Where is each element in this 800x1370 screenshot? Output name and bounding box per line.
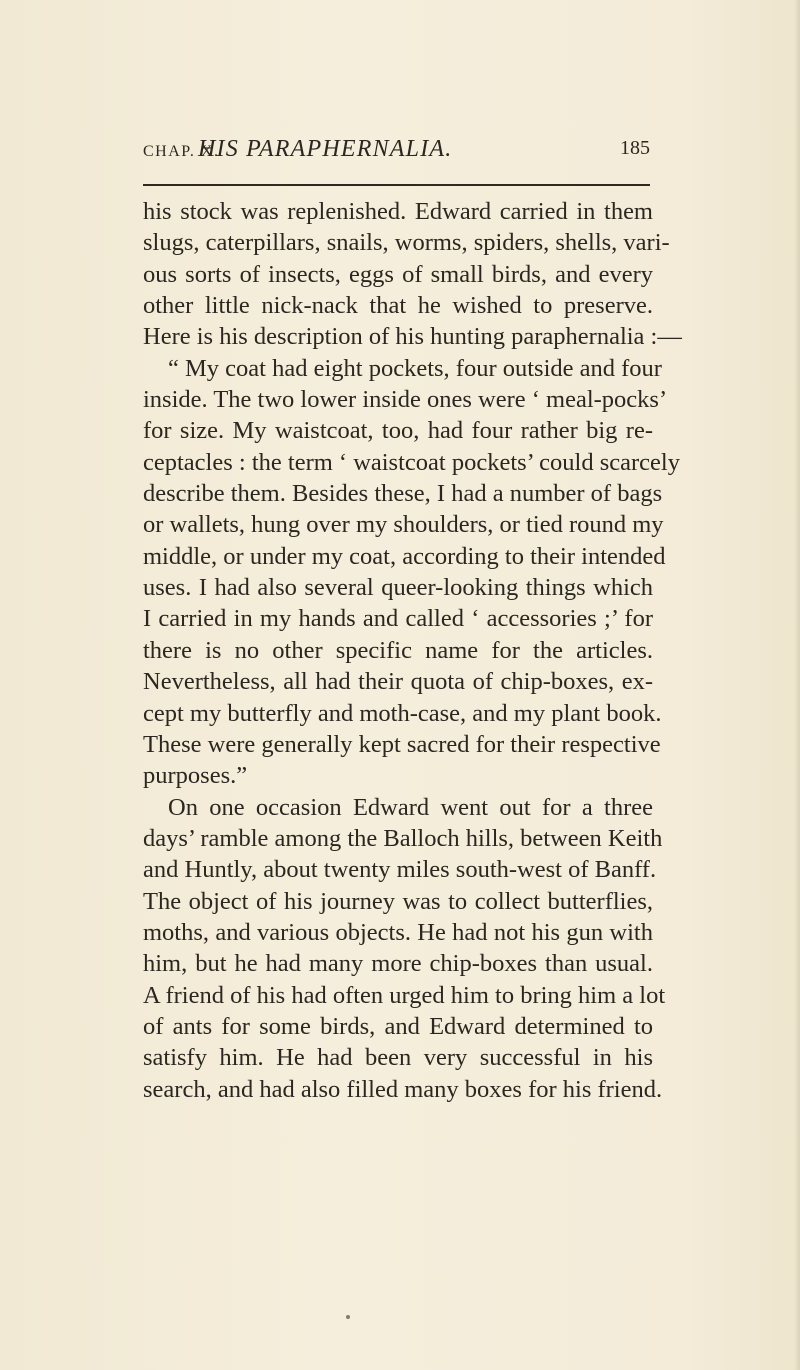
text-line: other little nick-nack that he wished to preserve. bbox=[143, 292, 653, 320]
text-line: for size. My waistcoat, too, had four rather big re- bbox=[143, 417, 653, 445]
running-header bbox=[143, 131, 650, 171]
text-line: “ My coat had eight pockets, four outside and four bbox=[168, 354, 662, 382]
text-line: search, and had also filled many boxes for his friend. bbox=[143, 1075, 663, 1103]
text-line: describe them. Besides these, I had a number of bags bbox=[143, 480, 663, 508]
text-line: ceptacles : the term ‘ waistcoat pockets’ could scarcely bbox=[143, 448, 680, 476]
chapter-label: CHAP. X. bbox=[143, 143, 220, 160]
text-line: days’ ramble among the Balloch hills, between Keith bbox=[143, 824, 663, 852]
text-line: of ants for some birds, and Edward determined to bbox=[143, 1012, 653, 1040]
page-edge-shadow bbox=[794, 0, 800, 1370]
text-line: I carried in my hands and called ‘ accessories ;’ for bbox=[143, 605, 653, 633]
text-line: slugs, caterpillars, snails, worms, spiders, shells, vari- bbox=[143, 229, 670, 257]
text-line: satisfy him. He had been very successful in his bbox=[143, 1044, 653, 1072]
text-line: The object of his journey was to collect butterflies, bbox=[143, 887, 653, 915]
text-line: there is no other specific name for the articles. bbox=[143, 636, 653, 664]
text-line: purposes.” bbox=[143, 762, 248, 790]
text-line: or wallets, hung over my shoulders, or tied round my bbox=[143, 511, 664, 539]
page-number: 185 bbox=[620, 137, 650, 159]
text-line: cept my butterfly and moth-case, and my plant book. bbox=[143, 699, 662, 727]
text-line: Here is his description of his hunting paraphernalia :— bbox=[143, 323, 682, 351]
body-text bbox=[143, 196, 682, 1105]
paper-speck bbox=[346, 1315, 350, 1319]
text-line: his stock was replenished. Edward carried in them bbox=[143, 198, 653, 225]
text-line: and Huntly, about twenty miles south-west of Banff. bbox=[143, 856, 657, 884]
text-line: Nevertheless, all had their quota of chip-boxes, ex- bbox=[143, 668, 653, 696]
running-title: HIS PARAPHERNALIA. bbox=[198, 136, 453, 162]
text-line: A friend of his had often urged him to bring him a lot bbox=[143, 981, 666, 1009]
text-line: inside. The two lower inside ones were ‘ meal-pocks’ bbox=[143, 386, 668, 414]
text-line: On one occasion Edward went out for a three bbox=[168, 793, 653, 821]
text-line: him, but he had many more chip-boxes than usual. bbox=[143, 950, 653, 978]
text-line: These were generally kept sacred for their respective bbox=[143, 730, 661, 758]
text-line: ous sorts of insects, eggs of small birds, and every bbox=[143, 260, 653, 288]
header-rule bbox=[143, 184, 650, 186]
text-line: middle, or under my coat, according to their intended bbox=[143, 542, 666, 570]
text-line: moths, and various objects. He had not his gun with bbox=[143, 918, 653, 946]
text-line: uses. I had also several queer-looking things which bbox=[143, 574, 653, 602]
